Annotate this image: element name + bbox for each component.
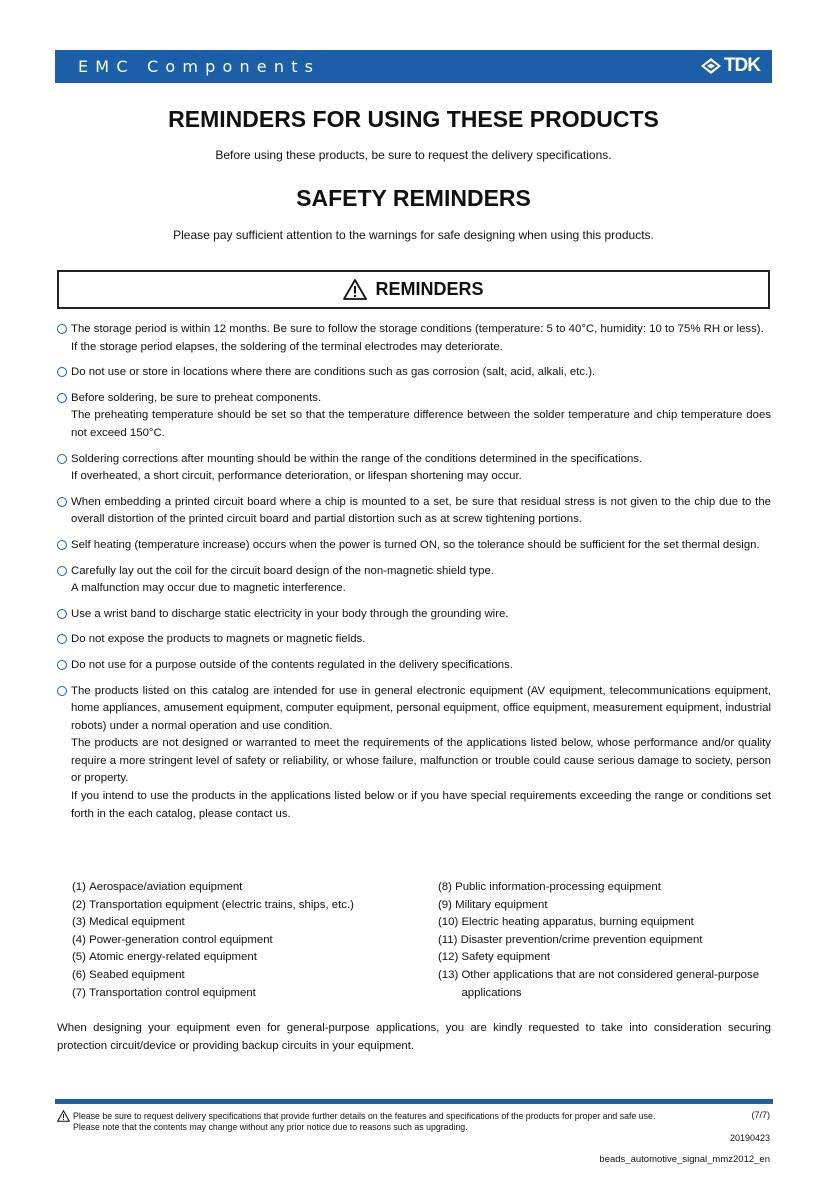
circle-bullet-icon <box>57 393 67 403</box>
reminder-item: The storage period is within 12 months. Be sure to follow the storage conditions (temperature: 5 to 40°C, humidity: 10 to 75% RH or less). If the storage period elapses, the soldering of the terminal electrodes may deteriorate. <box>57 321 771 356</box>
circle-bullet-icon <box>57 540 67 550</box>
reminders-box <box>57 270 770 309</box>
tdk-logo <box>701 56 760 76</box>
list-item: (8) Public information-processing equipment <box>438 881 661 893</box>
reminder-item: Do not use for a purpose outside of the contents regulated in the delivery specifications. <box>57 657 771 675</box>
list-item: (2) Transportation equipment (electric trains, ships, etc.) <box>72 898 354 911</box>
header-title: EMC Components <box>78 57 321 76</box>
reminder-item: Soldering corrections after mounting should be within the range of the conditions determined in the specifications. If overheated, a short circuit, performance deterioration, or lifespan shortening may occur. <box>57 451 771 486</box>
date-code: 20190423 <box>729 1133 770 1143</box>
circle-bullet-icon <box>57 609 67 619</box>
reminder-item: Before soldering, be sure to preheat components. The preheating temperature should be set so that the temperature difference between the solder temperature and chip temperature does not exceed 150°C. <box>57 390 771 443</box>
reminder-item: Carefully lay out the coil for the circuit board design of the non-magnetic shield type. A malfunction may occur due to magnetic interference. <box>57 563 771 598</box>
reminder-list <box>57 321 771 831</box>
warning-triangle-icon <box>57 1110 70 1122</box>
list-item: (11) Disaster prevention/crime prevention equipment <box>438 933 703 946</box>
reminder-item: Do not use or store in locations where there are conditions such as gas corrosion (salt, acid, alkali, etc.). <box>57 364 771 382</box>
logo-text: TDK <box>723 55 760 76</box>
circle-bullet-icon <box>57 566 67 576</box>
closing-paragraph: When designing your equipment even for general-purpose applications, you are kindly requested to take into consideration securing protection circuit/device or providing backup circuits in your equipment. <box>57 1022 771 1052</box>
list-item: (4) Power-generation control equipment <box>72 933 273 946</box>
page-number: (7/7) <box>751 1110 770 1120</box>
reminder-item: Use a wrist band to discharge static electricity in your body through the grounding wire. <box>57 606 771 624</box>
page-title: REMINDERS FOR USING THESE PRODUCTS <box>168 106 659 132</box>
circle-bullet-icon <box>57 367 67 377</box>
list-item: (7) Transportation control equipment <box>72 986 256 999</box>
page-subtitle: Before using these products, be sure to request the delivery specifications. <box>215 148 612 162</box>
list-item: (9) Military equipment <box>438 898 548 911</box>
list-item: (3) Medical equipment <box>72 916 185 929</box>
list-item: (1) Aerospace/aviation equipment <box>72 881 243 893</box>
circle-bullet-icon <box>57 497 67 507</box>
circle-bullet-icon <box>57 324 67 334</box>
list-item: (10) Electric heating apparatus, burning equipment <box>438 916 694 929</box>
footer-note-line: Please be sure to request delivery specifications that provide further details on the features and specifications of the products for proper and safe use. <box>73 1111 656 1121</box>
list-item: (13) Other applications that are not considered general-purpose applications <box>438 968 760 999</box>
reminder-item: Self heating (temperature increase) occurs when the power is turned ON, so the tolerance should be sufficient for the set thermal design. <box>57 537 771 555</box>
circle-bullet-icon <box>57 634 67 644</box>
tdk-diamond-icon <box>701 58 721 74</box>
reminder-item: When embedding a printed circuit board where a chip is mounted to a set, be sure that residual stress is not given to the chip due to the overall distortion of the printed circuit board and partial distortion such as at screw tightening portions. <box>57 494 771 529</box>
circle-bullet-icon <box>57 660 67 670</box>
list-item: (6) Seabed equipment <box>72 968 185 981</box>
reminder-item: The products listed on this catalog are intended for use in general electronic equipment (AV equipment, telecommunications equipment, home appliances, amusement equipment, computer equipment, personal equipment, office equipment, measurement equipment, industrial robots) under a normal operation and use condition. The products are not designed or warranted to meet the requirements of the applications listed below, whose performance and/or quality require a more stringent level of safety or reliability, or whose failure, malfunction or trouble could cause serious damage to society, person or property. If you intend to use the products in the applications listed below or if you have special requirements exceeding the range or conditions set forth in the each catalog, please contact us. <box>57 683 771 824</box>
reminders-label: REMINDERS <box>375 279 484 299</box>
warning-triangle-icon <box>343 279 367 300</box>
header-bar <box>55 50 772 83</box>
footer-divider <box>55 1099 773 1104</box>
circle-bullet-icon <box>57 454 67 464</box>
circle-bullet-icon <box>57 686 67 696</box>
safety-title: SAFETY REMINDERS <box>296 185 531 211</box>
list-item: (5) Atomic energy-related equipment <box>72 951 257 964</box>
list-item: (12) Safety equipment <box>438 951 551 964</box>
safety-subtitle: Please pay sufficient attention to the warnings for safe designing when using this products. <box>173 228 654 242</box>
reminder-item: Do not expose the products to magnets or magnetic fields. <box>57 631 771 649</box>
footer-note-line: Please note that the contents may change without any prior notice due to reasons such as upgrading. <box>73 1122 468 1132</box>
file-name: beads_automotive_signal_mmz2012_en <box>599 1154 770 1165</box>
applications-list-right <box>438 879 773 1002</box>
applications-list-left <box>72 879 422 1002</box>
